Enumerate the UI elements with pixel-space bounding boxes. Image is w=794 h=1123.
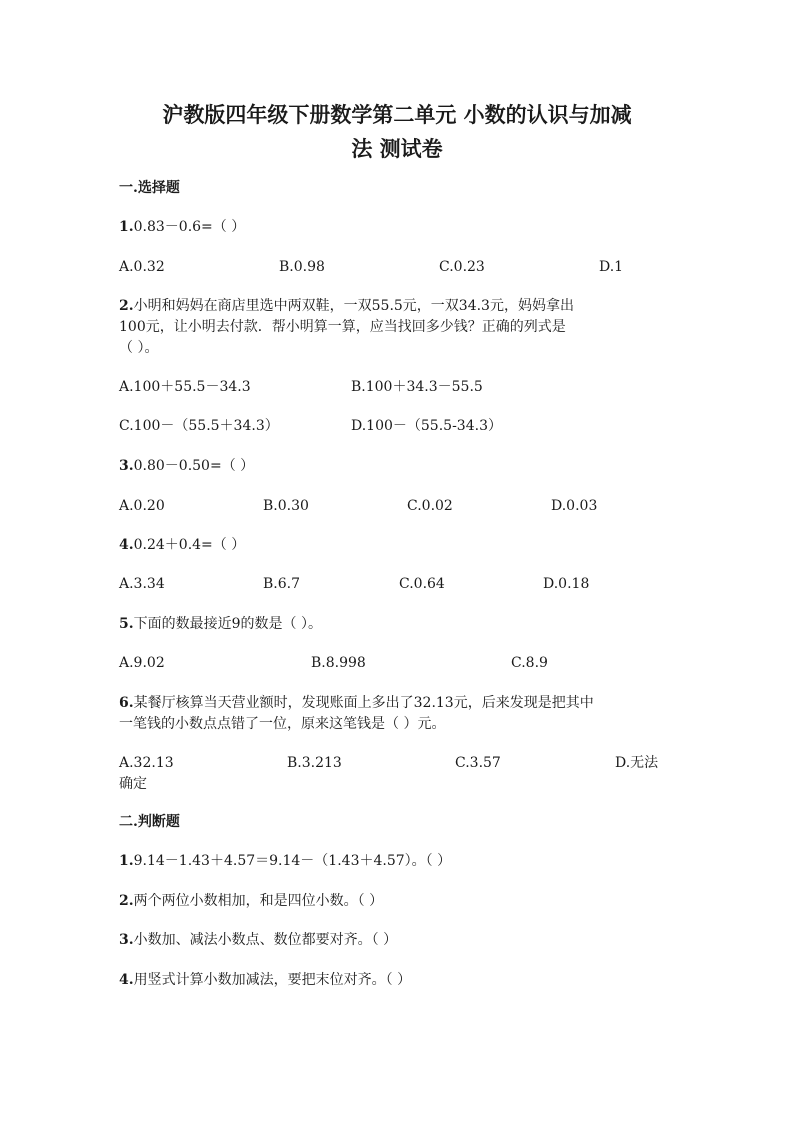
question-3	[119, 456, 254, 476]
question-text: 9.14－1.43＋4.57＝9.14－（1.43＋4.57）。（ ）	[133, 853, 452, 869]
page-title	[100, 98, 694, 166]
option-d: D.无法	[615, 755, 659, 771]
option-a: A.0.20	[119, 498, 165, 514]
question-text: 小数加、减法小数点、数位都要对齐。（ ）	[133, 932, 398, 948]
option-b: B.0.30	[263, 498, 309, 514]
question-5	[119, 614, 322, 634]
question-text: 两个两位小数相加，和是四位小数。（ ）	[133, 893, 384, 909]
option-c: C.0.23	[439, 259, 485, 275]
question-text-line-1: 小明和妈妈在商店里选中两双鞋，一双55.5元，一双34.3元，妈妈拿出	[133, 298, 574, 314]
title-line-1: 沪教版四年级下册数学第二单元 小数的认识与加减	[162, 102, 632, 127]
question-number: 3.	[119, 932, 134, 948]
question-4	[119, 535, 245, 555]
question-number: 2.	[119, 893, 134, 909]
section-heading-judge: 二.判断题	[119, 814, 180, 830]
question-text: 用竖式计算小数加减法，要把末位对齐。（ ）	[133, 972, 412, 988]
section-heading-choice: 一.选择题	[119, 180, 180, 196]
option-c: C.0.02	[407, 498, 453, 514]
option-d: D.1	[599, 259, 624, 275]
option-b: B.8.998	[311, 655, 366, 671]
option-d: D.0.03	[551, 498, 598, 514]
option-b: B.0.98	[279, 259, 325, 275]
option-a: A.32.13	[119, 755, 174, 771]
question-6	[119, 693, 594, 713]
title-line-2: 法 测试卷	[351, 136, 443, 161]
question-text: 0.24＋0.4=（ ）	[133, 537, 246, 553]
question-text: 0.83－0.6=（ ）	[133, 219, 246, 235]
option-a: A.9.02	[119, 655, 165, 671]
option-b: B.100＋34.3－55.5	[351, 379, 483, 395]
option-c: C.3.57	[455, 755, 501, 771]
judge-question-3	[119, 930, 397, 950]
option-d: D.0.18	[543, 576, 590, 592]
question-text-line-3: （ ）。	[119, 340, 159, 356]
option-c: C.0.64	[399, 576, 445, 592]
question-text: 0.80－0.50=（ ）	[133, 458, 255, 474]
question-text-line-1: 某餐厅核算当天营业额时，发现账面上多出了32.13元，后来发现是把其中	[133, 695, 594, 711]
judge-question-2	[119, 891, 383, 911]
question-1	[119, 217, 245, 237]
question-number: 5.	[119, 616, 134, 632]
question-number: 6.	[119, 695, 134, 711]
question-number: 2.	[119, 298, 134, 314]
question-number: 4.	[119, 972, 134, 988]
question-text-line-2: 一笔钱的小数点点错了一位，原来这笔钱是（ ）元。	[119, 716, 446, 732]
option-b: B.6.7	[263, 576, 301, 592]
question-number: 3.	[119, 458, 134, 474]
judge-question-1	[119, 851, 451, 871]
question-text: 下面的数最接近9的数是（ ）。	[133, 616, 322, 632]
option-d: D.100－（55.5-34.3）	[351, 418, 502, 434]
question-number: 1.	[119, 853, 134, 869]
option-a: A.100＋55.5－34.3	[119, 379, 251, 395]
question-text-line-2: 100元，让小明去付款．帮小明算一算，应当找回多少钱？正确的列式是	[119, 319, 566, 335]
option-c: C.100－（55.5＋34.3）	[119, 418, 279, 434]
question-2	[119, 296, 574, 316]
question-number: 1.	[119, 219, 134, 235]
option-a: A.0.32	[119, 259, 165, 275]
option-a: A.3.34	[119, 576, 165, 592]
question-number: 4.	[119, 537, 134, 553]
option-c: C.8.9	[511, 655, 548, 671]
judge-question-4	[119, 970, 411, 990]
option-d-continued: 确定	[119, 776, 147, 792]
option-b: B.3.213	[287, 755, 342, 771]
